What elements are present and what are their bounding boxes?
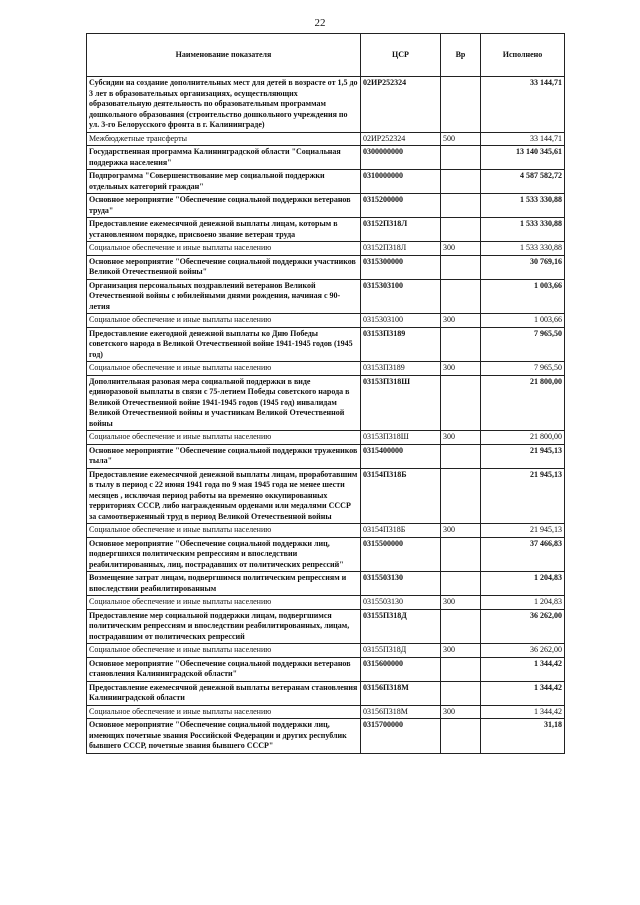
table-row <box>87 681 565 705</box>
cell-value: 36 262,00 <box>481 644 565 658</box>
table-row <box>87 255 565 279</box>
table-row <box>87 194 565 218</box>
cell-vr <box>441 444 481 468</box>
cell-csr: 03153П318Ш <box>361 431 441 445</box>
header-value: Исполнено <box>481 34 565 77</box>
cell-name: Социальное обеспечение и иные выплаты населению <box>87 431 361 445</box>
table-row <box>87 644 565 658</box>
cell-csr: 0315200000 <box>361 194 441 218</box>
table-row <box>87 314 565 328</box>
cell-name: Предоставление ежемесячной денежной выплаты ветеранам становления Калининградской области <box>87 681 361 705</box>
cell-vr <box>441 719 481 754</box>
cell-value: 1 533 330,88 <box>481 242 565 256</box>
cell-name: Возмещение затрат лицам, подвергшимся политическим репрессиям и впоследствии реабилитированным <box>87 572 361 596</box>
cell-vr: 300 <box>441 242 481 256</box>
cell-name: Предоставление ежемесячной денежной выплаты лицам, проработавшим в тылу в период с 22 июня 1941 года по 9 мая 1945 года не менее шести месяцев , исключая период работы на временно оккупированных территориях СССР, либо награжденным орденами или медалями СССР за самоотверженный труд в период Великой Отечественной войны <box>87 468 361 524</box>
cell-vr <box>441 375 481 431</box>
cell-vr: 300 <box>441 596 481 610</box>
cell-vr <box>441 146 481 170</box>
cell-value: 1 003,66 <box>481 279 565 314</box>
cell-value: 13 140 345,61 <box>481 146 565 170</box>
cell-vr: 300 <box>441 314 481 328</box>
cell-value: 1 533 330,88 <box>481 194 565 218</box>
table-row <box>87 279 565 314</box>
cell-vr <box>441 170 481 194</box>
cell-value: 30 769,16 <box>481 255 565 279</box>
cell-name: Предоставление мер социальной поддержки лицам, подвергшимся политическим репрессиям и впоследствии реабилитированных, лицам, пострадавшим от политических репрессий <box>87 609 361 644</box>
cell-name: Государственная программа Калининградской области "Социальная поддержка населения" <box>87 146 361 170</box>
cell-name: Основное мероприятие "Обеспечение социальной поддержки тружеников тыла" <box>87 444 361 468</box>
table-row <box>87 572 565 596</box>
cell-name: Основное мероприятие "Обеспечение социальной поддержки лиц, имеющих почетные звания Российской Федерации и других республик бывшего СССР, почетные звания бывшего СССР" <box>87 719 361 754</box>
cell-value: 7 965,50 <box>481 327 565 362</box>
table-row <box>87 524 565 538</box>
cell-vr: 300 <box>441 431 481 445</box>
cell-csr: 0315700000 <box>361 719 441 754</box>
cell-csr: 03154П318Б <box>361 524 441 538</box>
cell-vr: 300 <box>441 524 481 538</box>
cell-value: 21 800,00 <box>481 431 565 445</box>
table-row <box>87 468 565 524</box>
cell-value: 1 003,66 <box>481 314 565 328</box>
header-vr: Вр <box>441 34 481 77</box>
cell-value: 36 262,00 <box>481 609 565 644</box>
cell-name: Социальное обеспечение и иные выплаты населению <box>87 644 361 658</box>
cell-vr <box>441 218 481 242</box>
table-row <box>87 444 565 468</box>
cell-name: Основное мероприятие "Обеспечение социальной поддержки участников Великой Отечественной войны" <box>87 255 361 279</box>
cell-name: Социальное обеспечение и иные выплаты населению <box>87 524 361 538</box>
cell-vr: 300 <box>441 644 481 658</box>
cell-csr: 0315303100 <box>361 279 441 314</box>
cell-csr: 02ИР252324 <box>361 132 441 146</box>
table-row <box>87 705 565 719</box>
cell-name: Предоставление ежегодной денежной выплаты ко Дню Победы советского народа в Великой Отечественной войне 1941-1945 годов (1945 год) <box>87 327 361 362</box>
cell-value: 1 204,83 <box>481 572 565 596</box>
cell-value: 7 965,50 <box>481 362 565 376</box>
cell-value: 1 344,42 <box>481 681 565 705</box>
cell-vr <box>441 194 481 218</box>
cell-name: Подпрограмма "Совершенствование мер социальной поддержки отдельных категорий граждан" <box>87 170 361 194</box>
cell-csr: 0315503130 <box>361 572 441 596</box>
cell-vr: 500 <box>441 132 481 146</box>
cell-value: 1 344,42 <box>481 705 565 719</box>
cell-vr <box>441 681 481 705</box>
cell-vr <box>441 77 481 133</box>
cell-vr <box>441 468 481 524</box>
cell-vr <box>441 279 481 314</box>
cell-csr: 03155П318Д <box>361 609 441 644</box>
cell-name: Социальное обеспечение и иные выплаты населению <box>87 705 361 719</box>
cell-name: Основное мероприятие "Обеспечение социальной поддержки ветеранов становления Калининградской области" <box>87 657 361 681</box>
cell-value: 4 587 582,72 <box>481 170 565 194</box>
cell-csr: 03152П318Л <box>361 242 441 256</box>
cell-name: Межбюджетные трансферты <box>87 132 361 146</box>
cell-csr: 0315400000 <box>361 444 441 468</box>
cell-csr: 03153П3189 <box>361 327 441 362</box>
table-row <box>87 375 565 431</box>
cell-vr <box>441 327 481 362</box>
table-row <box>87 170 565 194</box>
table-row <box>87 146 565 170</box>
cell-csr: 02ИР252324 <box>361 77 441 133</box>
cell-name: Социальное обеспечение и иные выплаты населению <box>87 362 361 376</box>
table-row <box>87 132 565 146</box>
cell-csr: 03156П318М <box>361 705 441 719</box>
header-csr: ЦСР <box>361 34 441 77</box>
page-number: 22 <box>314 17 326 29</box>
cell-csr: 0315303100 <box>361 314 441 328</box>
table-row <box>87 431 565 445</box>
cell-vr <box>441 572 481 596</box>
cell-value: 33 144,71 <box>481 132 565 146</box>
table-row <box>87 657 565 681</box>
cell-csr: 03156П318М <box>361 681 441 705</box>
cell-csr: 0300000000 <box>361 146 441 170</box>
table-body <box>87 77 565 754</box>
cell-name: Основное мероприятие "Обеспечение социальной поддержки лиц, подвергшихся политическим репрессиям и впоследствии реабилитированных, лиц, пострадавших от политических репрессий" <box>87 537 361 572</box>
table-row <box>87 242 565 256</box>
cell-name: Социальное обеспечение и иные выплаты населению <box>87 242 361 256</box>
cell-name: Дополнительная разовая мера социальной поддержки в виде единоразовой выплаты в связи с 75-летием Победы советского народа в Великой Отечественной войне 1941-1945 годов (1945 год) инвалидам Великой Отечественной войны и участникам Великой Отечественной войны <box>87 375 361 431</box>
cell-name: Предоставление ежемесячной денежной выплаты лицам, которым в установленном порядке, присвоено звание ветеран труда <box>87 218 361 242</box>
cell-value: 1 344,42 <box>481 657 565 681</box>
table-row <box>87 719 565 754</box>
cell-name: Социальное обеспечение и иные выплаты населению <box>87 596 361 610</box>
cell-value: 31,18 <box>481 719 565 754</box>
header-name: Наименование показателя <box>87 34 361 77</box>
cell-vr: 300 <box>441 705 481 719</box>
cell-value: 21 945,13 <box>481 524 565 538</box>
cell-vr <box>441 255 481 279</box>
cell-value: 21 800,00 <box>481 375 565 431</box>
table-row <box>87 609 565 644</box>
table-header-row <box>87 34 565 77</box>
cell-vr <box>441 609 481 644</box>
cell-value: 37 466,83 <box>481 537 565 572</box>
cell-vr <box>441 657 481 681</box>
table-row <box>87 596 565 610</box>
cell-value: 1 533 330,88 <box>481 218 565 242</box>
table-row <box>87 537 565 572</box>
cell-value: 21 945,13 <box>481 444 565 468</box>
cell-name: Субсидии на создание дополнительных мест для детей в возрасте от 1,5 до 3 лет в образовательных организациях, осуществляющих образовательную деятельность по образовательным программам дошкольного образования (строительство дошкольного учреждения по ул. 3-го Белорусского фронта в г. Калининграде) <box>87 77 361 133</box>
cell-csr: 03155П318Д <box>361 644 441 658</box>
cell-name: Организация персональных поздравлений ветеранов Великой Отечественной войны с юбилейными днями рождения, начиная с 90-летия <box>87 279 361 314</box>
cell-csr: 0315500000 <box>361 537 441 572</box>
cell-value: 1 204,83 <box>481 596 565 610</box>
cell-csr: 0315300000 <box>361 255 441 279</box>
table-row <box>87 218 565 242</box>
cell-name: Основное мероприятие "Обеспечение социальной поддержки ветеранов труда" <box>87 194 361 218</box>
cell-csr: 03153П318Ш <box>361 375 441 431</box>
cell-value: 21 945,13 <box>481 468 565 524</box>
cell-csr: 03152П318Л <box>361 218 441 242</box>
cell-csr: 0315503130 <box>361 596 441 610</box>
cell-csr: 0310000000 <box>361 170 441 194</box>
table-row <box>87 327 565 362</box>
cell-vr: 300 <box>441 362 481 376</box>
table-row <box>87 362 565 376</box>
cell-csr: 0315600000 <box>361 657 441 681</box>
cell-csr: 03153П3189 <box>361 362 441 376</box>
cell-value: 33 144,71 <box>481 77 565 133</box>
cell-csr: 03154П318Б <box>361 468 441 524</box>
cell-name: Социальное обеспечение и иные выплаты населению <box>87 314 361 328</box>
budget-table <box>86 33 565 754</box>
table-row <box>87 77 565 133</box>
cell-vr <box>441 537 481 572</box>
